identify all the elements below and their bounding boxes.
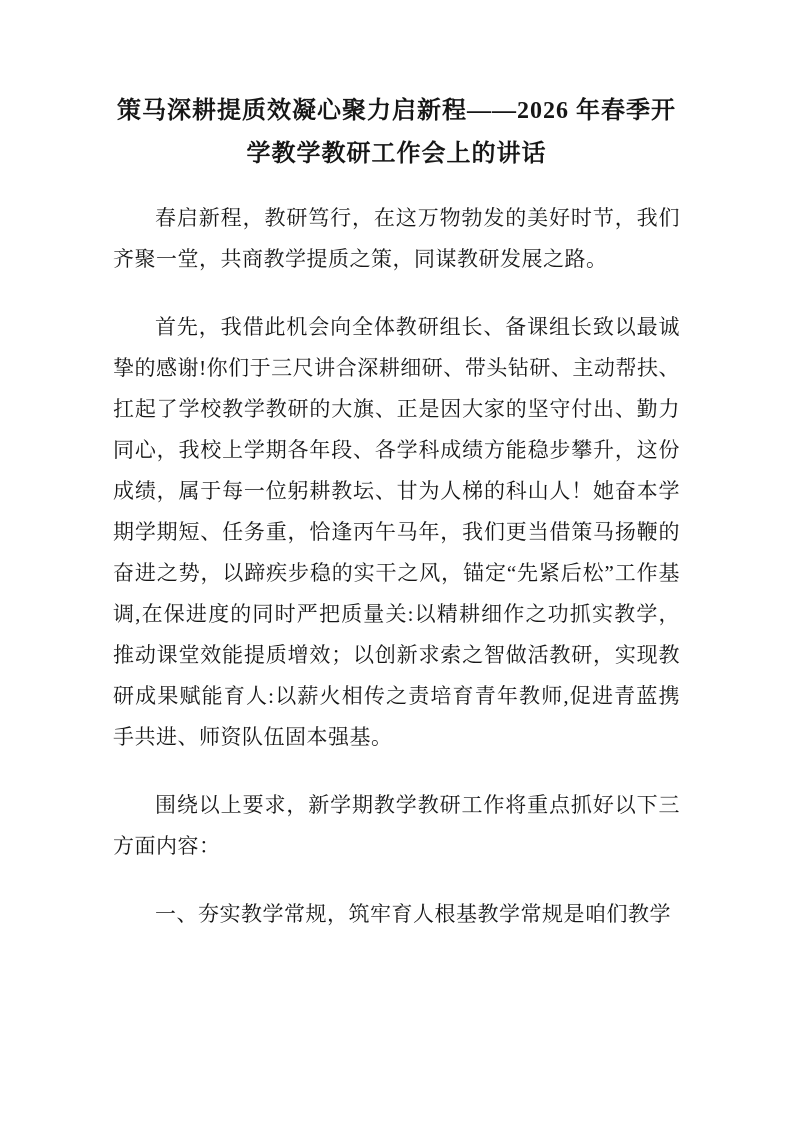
document-title: 策马深耕提质效凝心聚力启新程——2026 年春季开学教学教研工作会上的讲话	[117, 98, 676, 167]
paragraph-thanks-and-plan: 首先，我借此机会向全体教研组长、备课组长致以最诚挚的感谢!你们于三尺讲合深耕细研、带头钻研、主动帮扶、扛起了学校教学教研的大旗、正是因大家的坚守付出、勤力同心，我校上学期各年段、各学科成绩方能稳步攀升，这份成绩，属于每一位躬耕教坛、甘为人梯的科山人！她奋本学期学期短、任务重，恰逢丙午马年，我们更当借策马扬鞭的奋进之势，以蹄疾步稳的实干之风，锚定“先紧后松”工作基调,在保进度的同时严把质量关:以精耕细作之功抓实教学，推动课堂效能提质增效；以创新求索之智做活教研，实现教研成果赋能育人:以薪火相传之责培育青年教师,促进青蓝携手共进、师资队伍固本强基。	[113, 315, 680, 749]
paragraph-section-one: 一、夯实教学常规，筑牢育人根基教学常规是咱们教学	[155, 902, 671, 926]
paragraph-overview: 围绕以上要求，新学期教学教研工作将重点抓好以下三方面内容：	[113, 793, 680, 858]
paragraph-opening: 春启新程，教研笃行，在这万物勃发的美好时节，我们齐聚一堂，共商教学提质之策，同谋教研发展之路。	[113, 206, 680, 271]
